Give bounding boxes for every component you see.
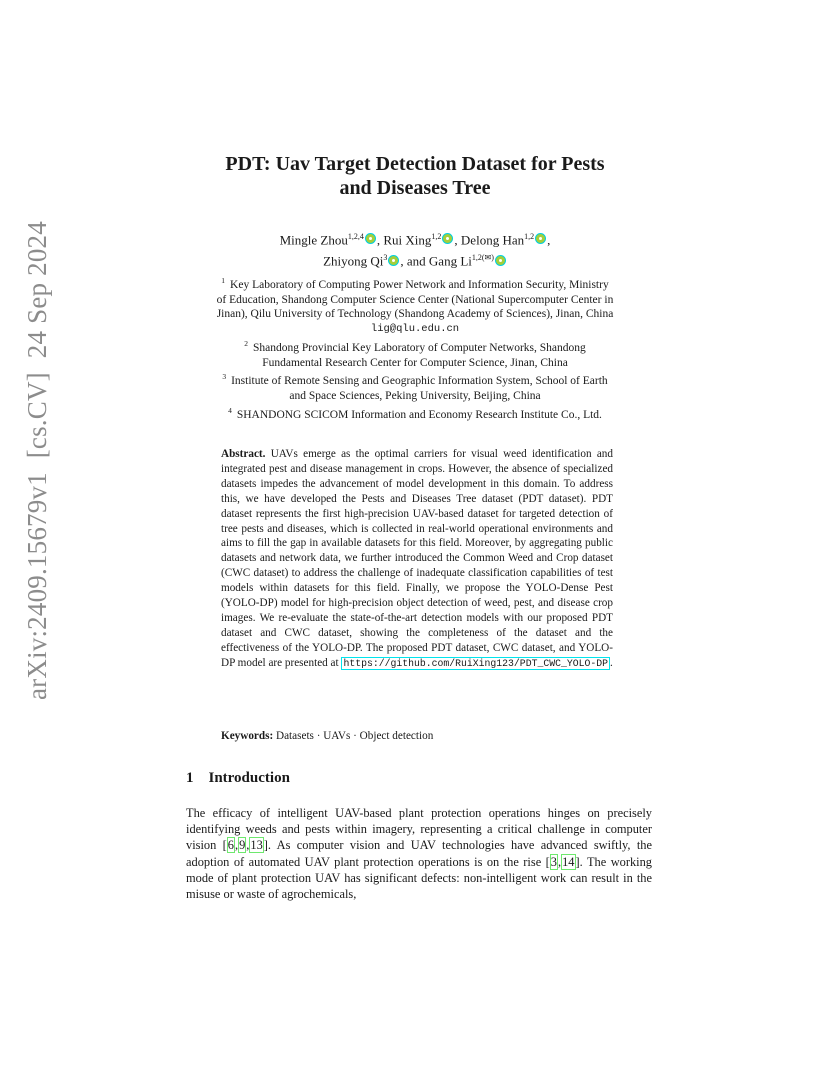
citation-link[interactable]: 9	[239, 838, 246, 853]
citation-link[interactable]: 13	[250, 838, 263, 853]
github-link[interactable]: https://github.com/RuiXing123/PDT_CWC_YOLO-DP	[343, 657, 608, 669]
affiliation-text: Shandong Provincial Key Laboratory of Computer Networks, Shandong	[252, 341, 586, 354]
author-separator: , and	[400, 253, 429, 269]
author-name: Gang Li	[428, 253, 472, 269]
affiliation-text: Jinan), Qilu University of Technology (Shandong Academy of Sciences), Jinan, China	[216, 308, 614, 321]
affiliations	[178, 274, 652, 422]
affiliation-2	[178, 337, 652, 356]
affiliation-4	[178, 404, 652, 423]
author-affiliation-marker: 1,2	[524, 232, 535, 241]
affiliation-marker: 4	[228, 405, 232, 415]
affiliation-3	[178, 370, 652, 389]
orcid-icon[interactable]	[388, 255, 399, 266]
affiliation-1	[178, 274, 652, 293]
arxiv-identifier-stamp: arXiv:2409.15679v1 [cs.CV] 24 Sep 2024	[22, 221, 52, 700]
keywords-label: Keywords:	[221, 730, 274, 742]
paragraph-text: . The working mode of plant protection UAV has significant defects: non-intelligent work can result in the misuse or waste of agrochemicals,	[186, 854, 652, 902]
paragraph-text: The efficacy of intelligent UAV-based plant protection operations hinges on precisely identifying weeds and pests within imagery, representing a critical challenge in computer vision	[186, 806, 652, 853]
paper-title	[180, 152, 650, 200]
affiliation-text: of Education, Shandong Computer Science Center (National Supercomputer Center in	[216, 293, 614, 306]
abstract-label: Abstract.	[221, 448, 266, 460]
author-affiliation-marker: 3	[383, 253, 388, 263]
orcid-icon[interactable]	[365, 233, 376, 244]
section-heading	[186, 770, 290, 787]
author-name: Delong Han	[460, 232, 525, 248]
citation-link[interactable]: 14	[562, 854, 575, 869]
affiliation-text: Institute of Remote Sensing and Geographic Information System, School of Earth	[231, 375, 608, 388]
author-separator: ,	[376, 232, 384, 248]
abstract-end: .	[610, 656, 613, 669]
orcid-icon[interactable]	[535, 233, 546, 244]
citation-link[interactable]: 3	[550, 854, 557, 869]
paragraph-text: . As computer vision and UAV technologies have advanced swiftly, the adoption of automated UAV plant protection operations is on the rise	[186, 838, 652, 869]
author-line-1	[180, 228, 650, 249]
author-name: Rui Xing	[383, 232, 432, 248]
abstract	[221, 447, 613, 672]
author-list	[180, 228, 650, 271]
affiliation-marker: 2	[244, 339, 248, 349]
corresponding-email[interactable]: lig@qlu.edu.cn	[370, 323, 460, 336]
affiliation-marker: 1	[221, 276, 226, 285]
affiliation-marker: 3	[222, 372, 227, 382]
author-name: Zhiyong Qi	[323, 253, 384, 269]
citation-link[interactable]: 6	[227, 838, 234, 853]
author-affiliation-marker: 1,2,4	[347, 232, 364, 241]
section-number: 1	[186, 770, 194, 786]
author-line-2	[180, 249, 650, 270]
orcid-icon[interactable]	[442, 233, 453, 244]
title-line-2: and Diseases Tree	[339, 177, 491, 199]
author-name: Mingle Zhou	[279, 232, 348, 248]
affiliation-text: Key Laboratory of Computing Power Network and Information Security, Ministry	[230, 278, 609, 291]
author-separator: ,	[547, 232, 551, 248]
author-affiliation-marker: 1,2	[431, 232, 442, 241]
introduction-paragraph: The efficacy of intelligent UAV-based plant protection operations hinges on precisely identifying weeds and pests within imagery, representing a critical challenge in computer vision [6,9,13]. As computer vision and UAV technologies have advanced swiftly, the adoption of automated UAV plant protection operations is on the rise [3,14]. The working mode of plant protection UAV has significant defects: non-intelligent work can result in the misuse or waste of agrochemicals,	[186, 806, 652, 902]
author-separator: ,	[454, 232, 461, 248]
abstract-text: UAVs emerge as the optimal carriers for visual weed identification and integrated pest and disease management in crops. However, the absence of specialized datasets impedes the advancement of model development in this domain. To address this, we have developed the Pests and Diseases Tree dataset (PDT dataset). PDT dataset represents the first high-precision UAV-based dataset for targeted detection of tree pests and diseases, which is collected in real-world operational environments and aims to fill the gap in available datasets for this field. Moreover, by aggregating public datasets and network data, we further introduced the Common Weed and Crop dataset (CWC dataset) to address the challenge of inadequate classification capabilities of test models within datasets for this field. Finally, we propose the YOLO-Dense Pest (YOLO-DP) model for high-precision object detection of weed, pest, and disease crop images. We re-evaluate the state-of-the-art detection models with our proposed PDT dataset and CWC dataset, showing the completeness of the dataset and the effectiveness of the YOLO-DP. The proposed PDT dataset, CWC dataset, and YOLO-DP model are presented at	[221, 448, 613, 669]
orcid-icon[interactable]	[495, 255, 506, 266]
title-line-1: PDT: Uav Target Detection Dataset for Pests	[225, 153, 605, 175]
section-title: Introduction	[208, 770, 290, 786]
keywords-text: Datasets · UAVs · Object detection	[276, 730, 434, 742]
keywords	[221, 729, 613, 743]
affiliation-text: and Space Sciences, Peking University, Beijing, China	[289, 390, 541, 403]
affiliation-text: Fundamental Research Center for Computer Science, Jinan, China	[262, 356, 568, 369]
author-affiliation-marker: 1,2(✉)	[471, 253, 494, 263]
affiliation-text: SHANDONG SCICOM Information and Economy Research Institute Co., Ltd.	[236, 408, 602, 421]
